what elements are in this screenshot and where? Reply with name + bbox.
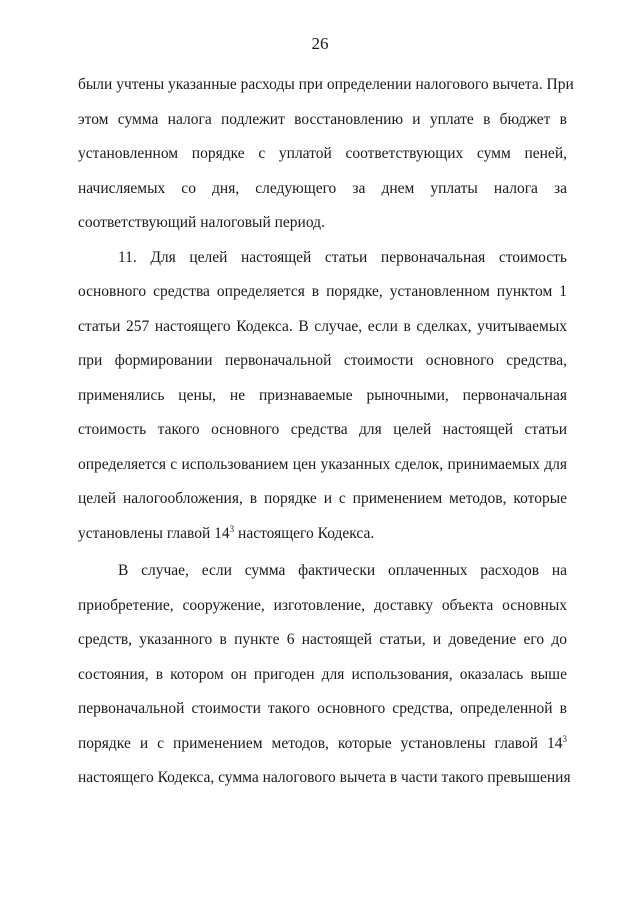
text-line: определяется с использованием цен указанных сделок, принимаемых для [78, 455, 567, 473]
text-fragment: порядке и с применением методов, которые установлены главой 14 [78, 734, 563, 752]
paragraph-1 [78, 68, 574, 241]
text-line: при формировании первоначальной стоимости основного средства, [78, 352, 567, 369]
text-line: применялись цены, не признаваемые рыночными, первоначальная [78, 386, 567, 404]
text-fragment: настоящего Кодекса. [234, 524, 375, 542]
paragraph-2 [78, 241, 567, 552]
text-line: были учтены указанные расходы при определении налогового вычета. При [78, 76, 574, 93]
text-line: основного средства определяется в порядке, установленном пунктом 1 [78, 283, 567, 300]
text-line: статьи 257 настоящего Кодекса. В случае, если в сделках, учитываемых [78, 317, 567, 335]
text-line: В случае, если сумма фактически оплаченных расходов на [118, 562, 567, 579]
superscript: 3 [229, 523, 235, 534]
text-line: настоящего Кодекса, сумма налогового вычета в части такого превышения [78, 769, 571, 786]
text-line: средств, указанного в пункте 6 настоящей статьи, и доведение его до [78, 631, 567, 648]
text-line: этом сумма налога подлежит восстановлению и уплате в бюджет в [78, 110, 567, 128]
text-line [78, 727, 567, 762]
text-fragment: установлены главой 14 [78, 524, 230, 542]
text-line: состояния, в котором он пригоден для использования, оказалась выше [78, 665, 567, 683]
paragraph-3 [78, 554, 571, 796]
text-line: начисляемых со дня, следующего за днем уплаты налога за [78, 179, 567, 197]
text-line: целей налогообложения, в порядке и с применением методов, которые [78, 490, 567, 507]
page-number: 26 [311, 34, 329, 53]
text-line: приобретение, сооружение, изготовление, доставку объекта основных [78, 596, 567, 614]
superscript: 3 [562, 733, 567, 744]
text-line: установленном порядке с уплатой соответствующих сумм пеней, [78, 145, 567, 162]
document-body [78, 68, 574, 796]
text-line: первоначальной стоимости такого основного средства, определенной в [78, 700, 567, 717]
text-line: стоимость такого основного средства для целей настоящей статьи [78, 421, 567, 438]
text-line: 11. Для целей настоящей статьи первоначальная стоимость [118, 248, 567, 266]
text-line [78, 517, 567, 552]
text-line: соответствующий налоговый период. [78, 214, 325, 231]
